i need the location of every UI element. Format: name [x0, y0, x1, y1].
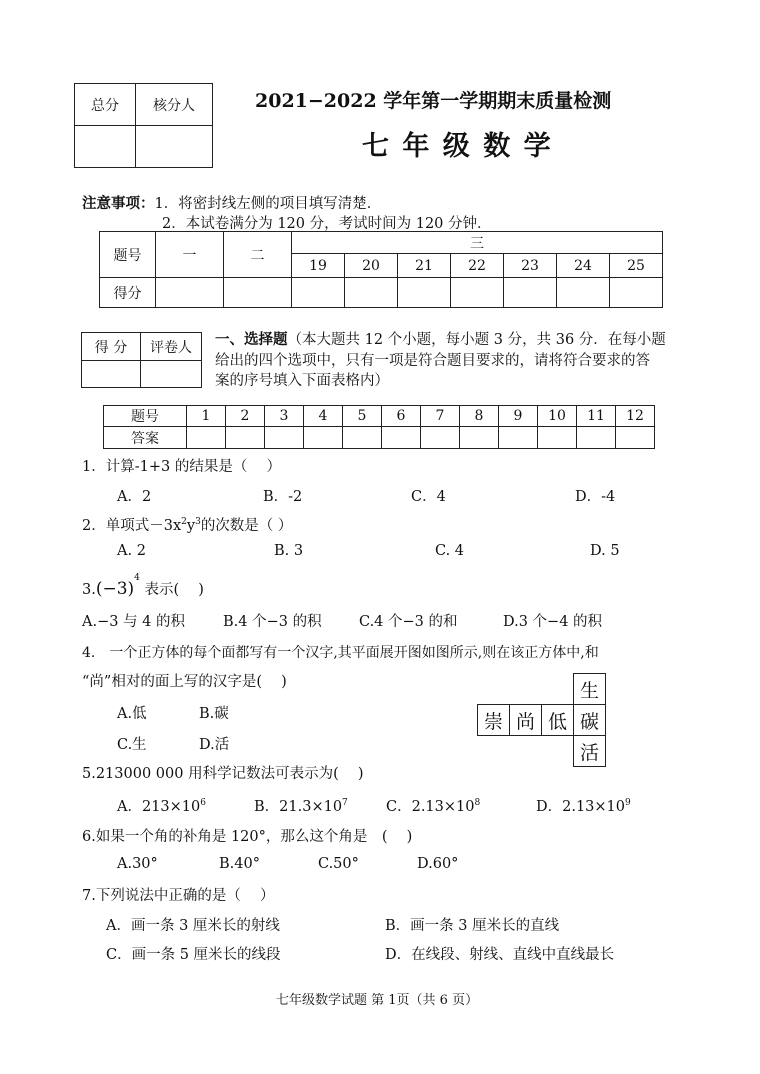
q2-exponent-y: 3	[195, 517, 201, 528]
q5-option-c: C．$2.13\times 10^8$	[386, 798, 481, 815]
grader-name-cell[interactable]	[141, 361, 202, 388]
notice-line-1	[82, 192, 381, 213]
answer-table-number: 2	[226, 406, 265, 427]
q4-option-c: C.生	[117, 737, 147, 753]
q6-option-c: C.50°	[318, 856, 359, 872]
q4-line-2: “尚”相对的面上写的汉字是( )	[82, 674, 287, 690]
score-table-header-label: 题号	[100, 232, 156, 278]
notice-item-1: 1．将密封线左侧的项目填写清楚．	[154, 196, 382, 212]
answer-table-number: 5	[343, 406, 382, 427]
cube-net-figure	[477, 673, 606, 767]
score-table-subcol: 23	[504, 254, 557, 278]
answer-cell[interactable]	[304, 427, 343, 449]
answer-cell[interactable]	[460, 427, 499, 449]
answer-table-number: 12	[616, 406, 655, 427]
cube-face: 低	[542, 705, 574, 736]
checker-cell[interactable]	[136, 126, 213, 168]
q3-option-a: A.−3 与 4 的积	[82, 614, 186, 630]
q6-stem: 6.如果一个角的补角是 120°，那么这个角是 ( )	[82, 829, 413, 845]
score-cell[interactable]	[610, 278, 663, 308]
q2-option-d: D. 5	[590, 543, 620, 559]
section1-line-1	[215, 328, 666, 349]
answer-cell[interactable]	[577, 427, 616, 449]
score-table-subcol: 20	[345, 254, 398, 278]
answer-table-q-label: 题号	[104, 406, 187, 427]
score-table-col-two: 二	[224, 232, 292, 278]
q1-stem: 1．计算-1+3 的结果是（ ）	[82, 459, 281, 475]
score-cell[interactable]	[557, 278, 610, 308]
answer-table-a-label: 答案	[104, 427, 187, 449]
exam-title: 2021−2022 学年第一学期期末质量检测	[255, 90, 612, 112]
answer-table-number: 10	[538, 406, 577, 427]
q7-stem: 7.下列说法中正确的是（ ）	[82, 888, 275, 904]
q3-exponent: 4	[134, 573, 140, 583]
q3-option-c: C.4 个−3 的和	[359, 614, 458, 630]
checker-label: 核分人	[136, 84, 213, 126]
score-cell[interactable]	[156, 278, 224, 308]
q2-stem	[82, 514, 292, 535]
q5-stem: 5.213000 000 用科学记数法可表示为( )	[82, 766, 364, 782]
grader-score-label: 得 分	[82, 333, 141, 361]
answer-cell[interactable]	[226, 427, 265, 449]
q5-option-b: B．$21.3\times 10^7$	[254, 798, 348, 815]
q3-stem-post: 表示( )	[139, 582, 204, 598]
score-table	[99, 231, 663, 308]
q7-option-a: A．画一条 3 厘米长的射线	[106, 918, 280, 934]
q5-option-a: A．$213\times 10^6$	[117, 798, 206, 815]
grader-box	[81, 332, 202, 388]
cube-face-bottom: 活	[574, 736, 606, 767]
q5-option-d: D．$2.13\times 10^9$	[536, 798, 631, 815]
q3-option-d: D.3 个−4 的积	[503, 614, 603, 630]
q4-option-a: A.低	[117, 706, 147, 722]
q2-stem-pre: 2．单项式－3x	[82, 518, 182, 534]
answer-table-number: 8	[460, 406, 499, 427]
answer-table-number: 7	[421, 406, 460, 427]
q1-option-d: D．-4	[575, 489, 616, 505]
score-row-label: 得分	[100, 278, 156, 308]
score-cell[interactable]	[224, 278, 292, 308]
notice-item-2: 2．本试卷满分为 120 分，考试时间为 120 分钟．	[162, 216, 492, 232]
answer-cell[interactable]	[382, 427, 421, 449]
total-score-cell[interactable]	[75, 126, 136, 168]
q2-option-b: B. 3	[274, 543, 304, 559]
answer-table-number: 3	[265, 406, 304, 427]
section1-line-2: 给出的四个选项中，只有一项是符合题目要求的，请将符合要求的答	[215, 353, 650, 369]
answer-table-number: 9	[499, 406, 538, 427]
score-table-subcol: 25	[610, 254, 663, 278]
score-table-col-three: 三	[292, 232, 663, 254]
score-cell[interactable]	[451, 278, 504, 308]
section1-line-3: 案的序号填入下面表格内）	[215, 373, 389, 389]
score-cell[interactable]	[292, 278, 345, 308]
q6-option-b: B.40°	[219, 856, 260, 872]
section1-title: 一、选择题	[215, 331, 288, 348]
q3-stem	[82, 573, 204, 599]
score-table-subcol: 21	[398, 254, 451, 278]
cube-face: 尚	[510, 705, 542, 736]
total-score-box	[74, 83, 213, 168]
page-footer: 七年级数学试题 第 1页（共 6 页）	[276, 993, 479, 1008]
answer-table-number: 6	[382, 406, 421, 427]
score-cell[interactable]	[398, 278, 451, 308]
score-table-subcol: 24	[557, 254, 610, 278]
answer-cell[interactable]	[421, 427, 460, 449]
q2-stem-mid: y	[186, 518, 196, 534]
grader-name-label: 评卷人	[141, 333, 202, 361]
score-cell[interactable]	[345, 278, 398, 308]
q1-option-b: B．-2	[263, 489, 303, 505]
answer-cell[interactable]	[187, 427, 226, 449]
q4-option-d: D.活	[199, 737, 230, 753]
q7-option-c: C．画一条 5 厘米长的线段	[106, 947, 281, 963]
answer-cell[interactable]	[265, 427, 304, 449]
q6-option-a: A.30°	[117, 856, 158, 872]
answer-table-number: 11	[577, 406, 616, 427]
answer-cell[interactable]	[538, 427, 577, 449]
q3-number: 3.	[82, 582, 96, 598]
q2-option-c: C. 4	[435, 543, 465, 559]
q6-option-d: D.60°	[417, 856, 459, 872]
answer-table	[103, 405, 655, 449]
q1-option-a: A．2	[117, 489, 152, 505]
notice-label: 注意事项：	[82, 195, 155, 212]
q3-option-b: B.4 个−3 的积	[223, 614, 322, 630]
section1-intro: （本大题共 12 个小题，每小题 3 分，共 36 分．在每小题	[287, 332, 666, 348]
answer-cell[interactable]	[616, 427, 655, 449]
q1-option-c: C．4	[411, 489, 446, 505]
cube-face-top: 生	[574, 674, 606, 705]
q4-line-1: 4. 一个正方体的每个面都写有一个汉字,其平面展开图如图所示,则在该正方体中,和	[82, 645, 599, 661]
q7-option-b: B．画一条 3 厘米长的直线	[385, 918, 560, 934]
answer-table-number: 4	[304, 406, 343, 427]
subject-title: 七 年 级 数 学	[362, 131, 553, 162]
q2-stem-post: 的次数是（ ）	[200, 518, 293, 534]
q2-option-a: A. 2	[117, 543, 146, 559]
q4-option-b: B.碳	[199, 706, 229, 722]
answer-cell[interactable]	[499, 427, 538, 449]
q2-exponent-x: 2	[181, 517, 187, 528]
answer-table-number: 1	[187, 406, 226, 427]
q3-base: (−3)	[95, 579, 135, 599]
grader-score-cell[interactable]	[82, 361, 141, 388]
score-table-subcol: 22	[451, 254, 504, 278]
total-score-label: 总分	[75, 84, 136, 126]
score-table-col-one: 一	[156, 232, 224, 278]
answer-cell[interactable]	[343, 427, 382, 449]
cube-face: 碳	[574, 705, 606, 736]
score-table-subcol: 19	[292, 254, 345, 278]
q7-option-d: D．在线段、射线、直线中直线最长	[385, 947, 615, 963]
score-cell[interactable]	[504, 278, 557, 308]
cube-face: 崇	[478, 705, 510, 736]
